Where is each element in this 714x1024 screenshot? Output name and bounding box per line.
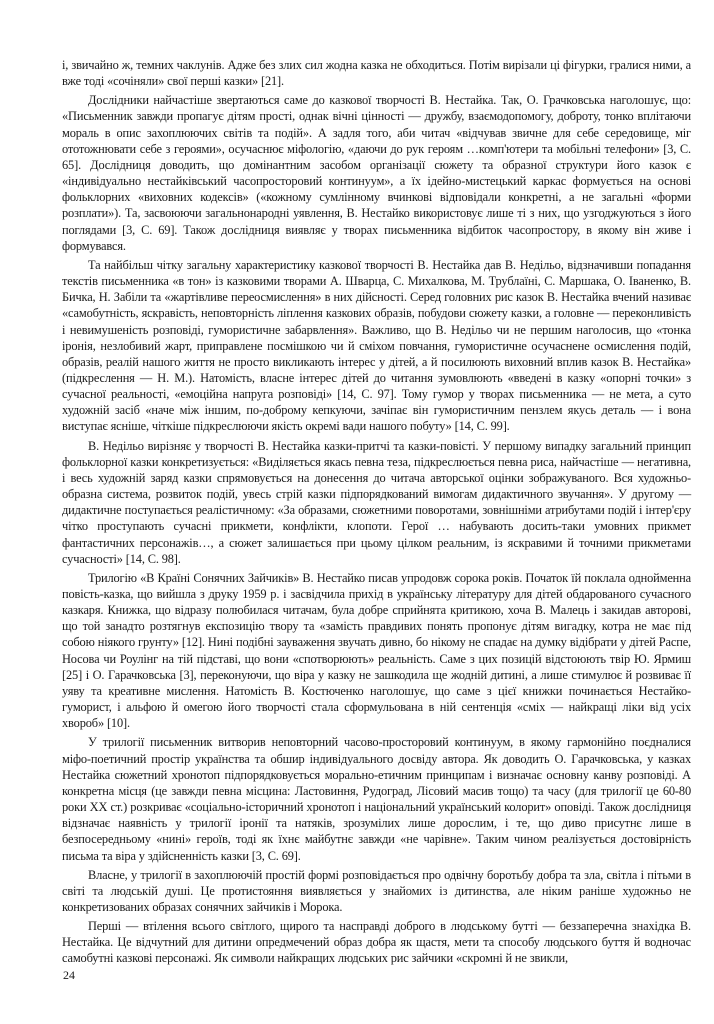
- page-number: 24: [63, 968, 75, 982]
- paragraph-1: і, звичайно ж, темних чаклунів. Адже без злих сил жодна казка не обходиться. Потім вирізали ці фігурки, гралися ними, а вже тоді «сочіняли» свої перші казки» [21].: [62, 58, 691, 89]
- paragraph-2: Дослідники найчастіше звертаються саме до казкової творчості В. Нестайка. Так, О. Грачковська наголошує, що: «Письменник завжди пропагує дітям прості, однак вічні цінності — дружбу, взаємодопомогу, доброту, тонко вплітаючи мораль в опис захоплюючих світів та подій». А задля того, аби читач «відчував звичне для себе середовище, міг ототожнювати себе з героями», осучаснює міфологію, «даючи до рук героям …комп'ютери та мобільні телефони» [3, С. 65]. Дослідниця доводить, що домінантним засобом організації сюжету та образної структури його казок є «індивідуально нестайківський часопросторовий континуум», а їх ідейно-мистецький каркас формується на основі фольклорних «виховних кодексів» («кожному сумлінному вчинкові відповідали конкретні, а не загальні «форми розплати»). Та, засвоюючи загальнонародні уявлення, В. Нестайко використовує лише ті з них, що узгоджуються з його поглядами [3, С. 69]. Також дослідниця виявляє у творах письменника відбиток часопростору, в якому він живе і формувався.: [62, 93, 691, 253]
- paragraph-6: У трилогії письменник витворив неповторний часово-просторовий континуум, в якому гармонійно поєдналися міфо-поетичний простір українства та обшир індивідуального досвіду автора. Як доводить О. Гарачковська, у казках Нестайка сюжетний хронотоп підпорядковується морально-етичним принципам і визначає основну канву розповіді. А конкретна місця (це завжди певна місцина: Ластовиння, Рудоград, Лісовий масив тощо) та часу (для трилогії це 60-80 роки ХХ ст.) розкриває «соціально-історичний хронотоп і національний український колорит» оповіді. Також дослідниця відзначає наявність у трилогії іронії та натяків, зрозумілих лише дорослим, і те, що диво присутнє лише в безпосередньому «нині» героїв, тоді як їхнє майбутнє завжди «не чарівне». Таким чином реалізується достовірність письма та віра у здійсненність казки [3, С. 69].: [62, 735, 691, 863]
- paragraph-5: Трилогію «В Країні Сонячних Зайчиків» В. Нестайко писав упродовж сорока років. Початок їй поклала однойменна повість-казка, що вийшла з друку 1959 р. і засвідчила прихід в українську літературу для дітей обдарованого сучасного казкаря. Книжка, що відразу полюбилася читачам, була добре сприйнята критикою, хоча В. Малець і закидав авторові, що той занадто розтягнув експозицію твору та «замість правдивих понять пропонує дітям вигадку, котра не має під собою ніякого грунту» [12]. Нині подібні зауваження звучать дивно, бо нікому не спадає на думку відібрати у дітей Распе, Носова чи Роулінг на тій підставі, що вони «спотворюють» реальність. Саме з цих позицій відстоюють твір Ю. Ярмиш [25] і О. Гарачковська [3], переконуючи, що віра у казку не зашкодила ще жодній дитині, а лише стимулює й розвиває її уяву та креативне мислення. Натомість В. Костюченко наголошує, що саме з цієї книжки починається Нестайко-гуморист, і альфою й омегою його творчості стала сформульована в ній сентенція «сміх — найкращі ліки від усіх хвороб» [10].: [62, 570, 691, 731]
- paragraph-4: В. Недільо вирізняє у творчості В. Нестайка казки-притчі та казки-повісті. У першому випадку загальний принцип фольклорної казки конкретизується: «Виділяється якась певна теза, підкреслюється певна риса, найчастіше — негативна, і весь художній заряд казки спрямовується на донесення до читача авторської оцінки зображуваного. Вся художньо-образна система, розвиток подій, увесь стрій казки підпорядкований вимогам дидактичного звучання». У другому — дидактичне поступається реалістичному: «За образами, сюжетними поворотами, зовнішніми атрибутами подій і інтер'єру чітко проступають сучасні прикмети, конфлікти, клопоти. Герої … набувають досить-таки умовних прикмет фантастичних персонажів…, а сюжет залишається при цьому цілком реальним, із яскравими й точними прикметами сучасності» [14, С. 98].: [62, 438, 691, 566]
- paragraph-7: Власне, у трилогії в захоплюючій простій формі розповідається про одвічну боротьбу добра та зла, світла і пітьми в світі та людській душі. Це протистояння виявляється у знайомих із дитинства, але ніким раніше художньо не конкретизованих образах сонячних зайчиків і Морока.: [62, 867, 691, 914]
- body-text: [62, 57, 691, 967]
- paragraph-3: Та найбільш чітку загальну характеристику казкової творчості В. Нестайка дав В. Недільо, відзначивши попадання текстів письменника «в тон» із казковими творами А. Шварца, С. Михалкова, М. Трублаїні, С. Маршака, О. Іваненко, В. Бичка, Н. Забіли та «жартівливе переосмислення» в них дійсності. Серед головних рис казок В. Нестайка вчений називає «самобутність, яскравість, неповторність ліплення казкових образів, побудови сюжету казки, а головне — переконливість і невимушеність розповіді, гумористичне забарвлення». Важливо, що В. Недільо чи не першим наголосив, що «тонка іронія, незлобивий жарт, приправлене посмішкою чи й сміхом повчання, гумористичне осучаснене осмислення подій, образів, реалій нашого життя не просто викликають інтерес у дітей, а й посилюють виховний вплив казок В. Нестайка» (підкреслення — Н. М.). Натомість, власне інтерес дітей до читання зумовлюють «введені в казку «опорні точки» з сучасної реальності, «емоційна напруга розповіді» [14, С. 97]. Тому гумор у творах письменника — не мета, а суто художній засіб «наче між іншим, по-доброму кепкуючи, зачіпає він гумористичним пензлем якусь деталь — і вона виступає ясніше, чіткіше підкреслюючи якість окремі вади нашого побуту» [14, С. 99].: [62, 257, 691, 434]
- paragraph-8: Перші — втілення всього світлого, щирого та насправді доброго в людському бутті — беззаперечна знахідка В. Нестайка. Це відчутний для дитини опредмечений образ добра як щастя, мети та способу людського буття й водночас самобутні казкові персонажі. Як символи найкращих людських рис зайчики «скромні й не звикли,: [62, 919, 691, 966]
